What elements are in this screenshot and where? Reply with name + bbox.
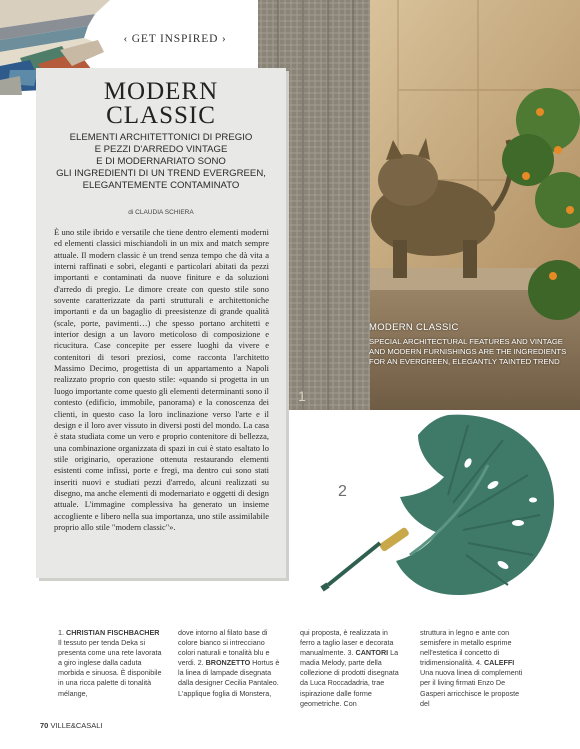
caption-4-number: 4. xyxy=(475,658,482,668)
caption-column-2 xyxy=(178,628,282,699)
caption-2-text-a: dove intorno al filato base di colore bianco si intrecciano colori naturali e tonalità blu e verdi. xyxy=(178,628,270,668)
figure-number-1: 1 xyxy=(298,388,306,404)
monstera-leaf-lamp-image xyxy=(318,405,560,605)
caption-column-4 xyxy=(420,628,524,709)
caption-column-3 xyxy=(300,628,404,709)
page-footer xyxy=(40,721,103,730)
caption-1-number: 1. xyxy=(58,628,64,637)
caption-4-text-a: struttura in legno e ante con semisfere in metallo esprime nell'estetica il concetto di tridimensionalità. xyxy=(420,628,512,668)
article-title: MODERN CLASSIC xyxy=(103,78,219,129)
caption-4-text-b: Una nuova linea di complementi per il living firmati Enzo De Gasperi arricchisce le proposte del xyxy=(420,668,523,708)
caption-3-brand: CANTORI xyxy=(355,648,389,658)
photo-caption xyxy=(369,322,569,367)
photo-caption-title: MODERN CLASSIC xyxy=(369,322,459,333)
article-byline: di CLAUDIA SCHIERA xyxy=(128,209,194,216)
caption-1-brand: CHRISTIAN FISCHBACHER xyxy=(66,628,160,637)
caption-2-number: 2. xyxy=(197,658,204,668)
magazine-name: VILLE&CASALI xyxy=(50,721,103,730)
product-captions xyxy=(58,628,530,708)
caption-3-number: 3. xyxy=(347,648,354,658)
caption-3-text-a: qui proposta, è realizzata in ferro a taglio laser e decorata manualmente. xyxy=(300,628,394,658)
photo-caption-text: SPECIAL ARCHITECTURAL FEATURES AND VINTAGE AND MODERN FURNISHINGS ARE THE INGREDIENTS FOR AN EVERGREEN, ELEGANTLY TAINTED TREND xyxy=(369,337,567,366)
figure-number-2: 2 xyxy=(338,483,347,500)
article-subtitle: ELEMENTI ARCHITETTONICI DI PREGIO E PEZZI D'ARREDO VINTAGE E DI MODERNARIATO SONO GLI INGREDIENTI DI UN TREND EVERGREEN, ELEGANTEMENTE CONTAMINATO xyxy=(56,132,266,191)
page-number: 70 xyxy=(40,721,49,730)
article-body: È uno stile ibrido e versatile che tiene dentro elementi moderni ed elementi classici mischiandoli in un mix and match sempre attuale. Il modern classic è un trend senza tempo che dà vita a interni raffinati e sobri, eleganti e particolari abitati da pezzi importanti e contaminati da nuove finiture e da soluzioni d'arredo di pregio. Le dimore create con questo stile sono sovente caratterizzate da parti strutturali e architettoniche importanti e da un bagaglio di preesistenze di grande qualità (scale, porte, pavimenti…) che spesso portano architetti e interior design a un lavoro meticoloso di composizione e ricucitura. Case concepite per essere luoghi da vivere e contenitori di tesori preziosi, come racconta l'architetto Massimo Decimo, progettista di un appartamento a Napoli realizzato proprio con questo stile: «quando si progetta in un luogo importante come questo gli elementi determinanti sono il contesto (edificio, immobile, panorama) e la conoscenza dei clienti, in questo caso la loro inclinazione verso l'arte e il design e il loro aver vissuto in diversi posti del mondo. La casa è stata studiata come un vero e proprio contenitore di bellezza, una combinazione organizzata di spazi in cui è stato esaltato lo stile originario, operazione ottenuta restaurando elementi esistenti come infissi, porte e fregi, ma dentro cui sono stati inseriti nuovi e studiati pezzi d'arredo, alcuni realizzati su disegno, ma anche elementi di modernariato e oggetti di design attuale. L'immagine complessiva ha generato un insieme accogliente e libero nella sua importanza, uno stile assimilabile proprio allo stile "modern classic"». xyxy=(54,227,269,532)
caption-2-text-b: Hortus è la linea di lampade disegnata dalla designer Cecilia Pantaleo. L'applique foglia di Monstera, xyxy=(178,658,280,698)
caption-3-text-b: La madia Melody, parte della collezione di prodotti disegnata da Luca Roccadadria, trae ispirazione dalle forme geometriche. Con xyxy=(300,648,399,708)
caption-column-1 xyxy=(58,628,162,699)
caption-2-brand: BRONZETTO xyxy=(205,658,251,668)
section-kicker: ‹ GET INSPIRED › xyxy=(123,33,227,45)
article-panel xyxy=(36,68,286,578)
caption-1-text: Il tessuto per tenda Deka si presenta come una rete lavorata a giro inglese dalla caduta morbida e sinuosa. È disponibile in una ricca palette di tonalità mélange, xyxy=(58,638,162,698)
caption-4-brand: CALEFFI xyxy=(483,658,515,668)
